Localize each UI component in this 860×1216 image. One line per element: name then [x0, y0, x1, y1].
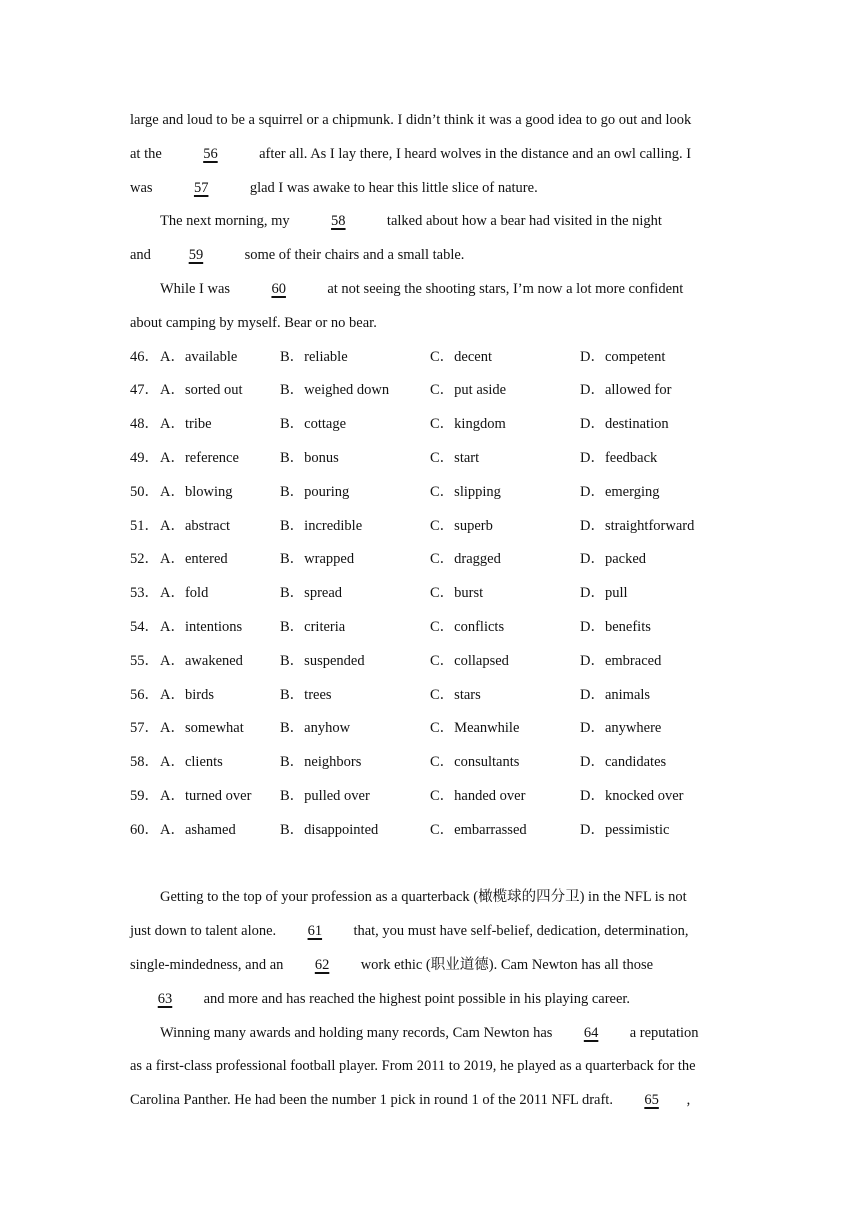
question-number: 54． — [130, 618, 159, 635]
option-b[interactable]: B．pouring — [280, 483, 350, 500]
question-47 — [130, 374, 730, 408]
text: Carolina Panther. He had been the number 1 pick in round 1 of the 2011 NFL draft. — [130, 1092, 617, 1109]
option-b[interactable]: B．disappointed — [280, 821, 379, 838]
option-c[interactable]: C．burst — [430, 585, 484, 602]
option-b[interactable]: B．spread — [280, 585, 343, 602]
option-c[interactable]: C．superb — [430, 517, 493, 534]
question-54 — [130, 611, 730, 645]
option-c[interactable]: C．handed over — [430, 787, 526, 804]
option-b[interactable]: B．incredible — [280, 517, 363, 534]
option-a[interactable]: A．turned over — [160, 787, 252, 804]
option-a[interactable]: A．blowing — [160, 483, 233, 500]
blank-65[interactable]: 65 — [644, 1092, 659, 1109]
question-52 — [130, 543, 730, 577]
question-57 — [130, 712, 730, 746]
option-c[interactable]: C．start — [430, 449, 480, 466]
question-58 — [130, 746, 730, 780]
option-c[interactable]: C．decent — [430, 348, 493, 365]
option-a[interactable]: A．awakened — [160, 652, 243, 669]
question-number: 60． — [130, 821, 159, 838]
option-c[interactable]: C．slipping — [430, 483, 501, 500]
blank-63[interactable]: 63 — [157, 990, 173, 1007]
passage-line — [130, 273, 730, 307]
option-a[interactable]: A．tribe — [160, 416, 212, 433]
passage-line — [130, 205, 730, 239]
passage-line — [130, 104, 730, 138]
text: Winning many awards and holding many records, Cam Newton has — [160, 1024, 557, 1041]
option-b[interactable]: B．cottage — [280, 416, 347, 433]
blank-60[interactable]: 60 — [271, 280, 286, 297]
passage-line — [130, 949, 730, 983]
option-a[interactable]: A．clients — [160, 754, 223, 771]
passage-2 — [130, 881, 730, 1118]
option-a[interactable]: A．somewhat — [160, 720, 244, 737]
option-d[interactable]: D．animals — [580, 686, 651, 703]
text: glad I was awake to hear this little slice of nature. — [246, 179, 538, 196]
option-b[interactable]: B．pulled over — [280, 787, 370, 804]
option-b[interactable]: B．bonus — [280, 449, 339, 466]
text: single-mindedness, and an — [130, 956, 288, 973]
question-number: 46． — [130, 348, 159, 365]
passage-line — [130, 172, 730, 206]
option-c[interactable]: C．put aside — [430, 382, 507, 399]
question-49 — [130, 442, 730, 476]
question-51 — [130, 510, 730, 544]
text: a reputation — [626, 1024, 699, 1041]
question-number: 52． — [130, 551, 159, 568]
text: large and loud to be a squirrel or a chipmunk. I didn’t think it was a good idea to go out and look — [130, 112, 692, 128]
question-number: 53． — [130, 585, 159, 602]
blank-64[interactable]: 64 — [583, 1024, 599, 1041]
blank-62[interactable]: 62 — [314, 956, 330, 973]
text: , — [686, 1092, 691, 1109]
option-b[interactable]: B．neighbors — [280, 754, 362, 771]
question-number: 56． — [130, 686, 159, 703]
question-options-list — [130, 341, 730, 848]
text: The next morning, my — [160, 213, 294, 230]
passage-line — [130, 138, 730, 172]
option-d[interactable]: D．knocked over — [580, 787, 684, 804]
question-number: 48． — [130, 416, 159, 433]
option-a[interactable]: A．entered — [160, 551, 228, 568]
passage-line — [130, 881, 730, 915]
blank-58[interactable]: 58 — [331, 213, 346, 230]
option-c[interactable]: C．dragged — [430, 551, 501, 568]
option-d[interactable]: D．pessimistic — [580, 821, 670, 838]
option-d[interactable]: D．allowed for — [580, 382, 672, 399]
question-48 — [130, 408, 730, 442]
question-number: 55． — [130, 652, 159, 669]
text: was — [130, 179, 157, 196]
question-number: 51． — [130, 517, 159, 534]
option-d[interactable]: D．benefits — [580, 618, 651, 635]
passage-line — [130, 1084, 730, 1118]
text: While I was — [160, 280, 234, 297]
passage-line — [130, 239, 730, 273]
option-d[interactable]: D．straightforward — [580, 517, 695, 534]
blank-56[interactable]: 56 — [203, 145, 218, 162]
option-d[interactable]: D．anywhere — [580, 720, 662, 737]
section-gap — [130, 848, 730, 882]
question-number: 58． — [130, 754, 159, 771]
text: at the — [130, 145, 166, 162]
text: some of their chairs and a small table. — [240, 247, 465, 264]
text: that, you must have self-belief, dedication, determination, — [349, 923, 689, 940]
question-59 — [130, 780, 730, 814]
option-d[interactable]: D．embraced — [580, 652, 662, 669]
blank-59[interactable]: 59 — [188, 247, 204, 264]
text: after all. As I lay there, I heard wolves in the distance and an owl calling. I — [255, 145, 692, 162]
question-56 — [130, 679, 730, 713]
passage-1 — [130, 104, 730, 341]
option-a[interactable]: A．birds — [160, 686, 214, 703]
text: at not seeing the shooting stars, I’m now a lot more confident — [323, 280, 684, 297]
question-46 — [130, 341, 730, 375]
option-a[interactable]: A．fold — [160, 585, 209, 602]
question-number: 57． — [130, 720, 159, 737]
option-a[interactable]: A．sorted out — [160, 382, 243, 399]
text: just down to talent alone. — [130, 923, 280, 940]
question-number: 50． — [130, 483, 159, 500]
text: as a first-class professional football player. From 2011 to 2019, he played as a quarterback for the — [130, 1058, 696, 1075]
text: and — [130, 247, 151, 264]
passage-line — [130, 307, 730, 341]
document-page — [130, 104, 730, 1118]
option-a[interactable]: A．available — [160, 348, 238, 365]
option-b[interactable]: B．trees — [280, 686, 332, 703]
blank-57[interactable]: 57 — [193, 179, 209, 196]
option-b[interactable]: B．weighed down — [280, 382, 390, 399]
question-53 — [130, 577, 730, 611]
option-c[interactable]: C．embarrassed — [430, 821, 527, 838]
option-a[interactable]: A．ashamed — [160, 821, 236, 838]
text: work ethic (职业道德). Cam Newton has all those — [357, 956, 654, 973]
option-a[interactable]: A．reference — [160, 449, 239, 466]
text: Getting to the top of your profession as a quarterback (橄榄球的四分卫) in the NFL is not — [160, 889, 687, 906]
text: about camping by myself. Bear or no bear. — [130, 314, 377, 331]
question-number: 59． — [130, 787, 159, 804]
option-b[interactable]: B．criteria — [280, 618, 346, 635]
option-d[interactable]: D．emerging — [580, 483, 660, 500]
question-55 — [130, 645, 730, 679]
option-c[interactable]: C．kingdom — [430, 416, 506, 433]
option-c[interactable]: C．conflicts — [430, 618, 505, 635]
option-b[interactable]: B．wrapped — [280, 551, 355, 568]
question-60 — [130, 814, 730, 848]
option-d[interactable]: D．destination — [580, 416, 669, 433]
option-c[interactable]: C．stars — [430, 686, 481, 703]
passage-line — [130, 1017, 730, 1051]
passage-line — [130, 1050, 730, 1084]
option-a[interactable]: A．abstract — [160, 517, 231, 534]
question-number: 49． — [130, 449, 159, 466]
option-b[interactable]: B．anyhow — [280, 720, 351, 737]
option-c[interactable]: C．collapsed — [430, 652, 509, 669]
option-d[interactable]: D．competent — [580, 348, 666, 365]
option-a[interactable]: A．intentions — [160, 618, 243, 635]
option-d[interactable]: D．packed — [580, 551, 647, 568]
text: talked about how a bear had visited in the night — [383, 213, 662, 230]
option-c[interactable]: C．Meanwhile — [430, 720, 520, 737]
question-50 — [130, 476, 730, 510]
option-d[interactable]: D．feedback — [580, 449, 658, 466]
option-b[interactable]: B．suspended — [280, 652, 365, 669]
option-b[interactable]: B．reliable — [280, 348, 348, 365]
passage-line — [130, 983, 730, 1017]
question-number: 47． — [130, 382, 159, 399]
option-d[interactable]: D．pull — [580, 585, 628, 602]
blank-61[interactable]: 61 — [307, 923, 323, 940]
option-c[interactable]: C．consultants — [430, 754, 520, 771]
passage-line — [130, 915, 730, 949]
text: and more and has reached the highest point possible in his playing career. — [200, 990, 631, 1007]
option-d[interactable]: D．candidates — [580, 754, 667, 771]
